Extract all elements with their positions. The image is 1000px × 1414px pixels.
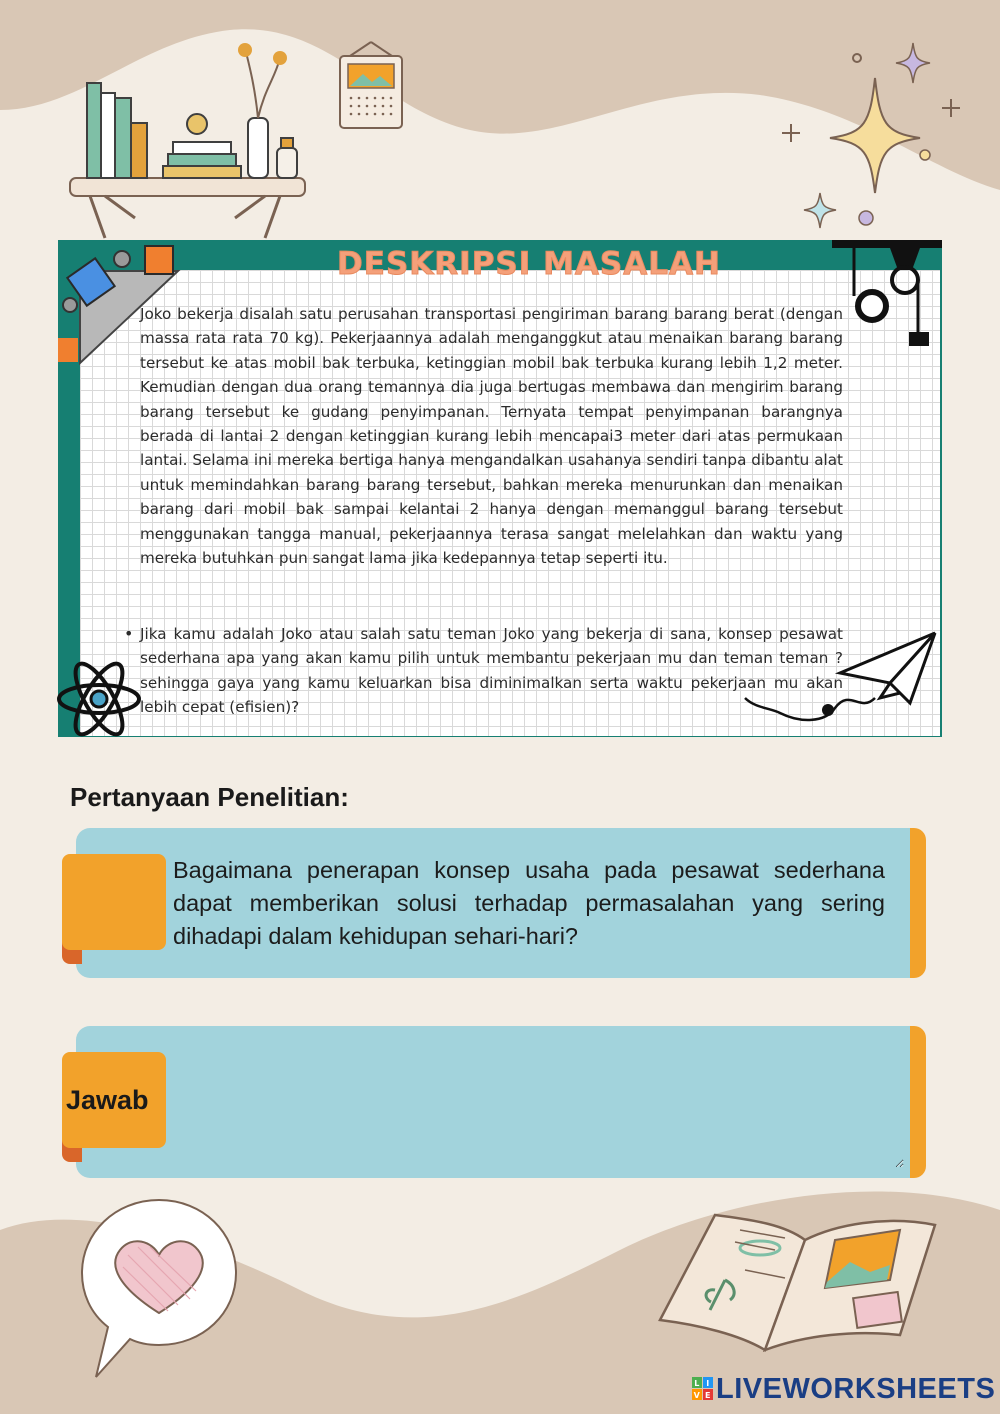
question-card-edge — [910, 828, 926, 978]
svg-text:L: L — [694, 1379, 700, 1388]
answer-card-edge — [910, 1026, 926, 1178]
svg-text:E: E — [705, 1391, 711, 1400]
heart-bubble-icon — [78, 1195, 240, 1385]
bullet-dot: • — [124, 624, 134, 643]
liveworksheets-logo — [692, 1377, 714, 1401]
research-question: Bagaimana penerapan konsep usaha pada pesawat sederhana dapat memberikan solusi terhadap permasalahan yang sering dihadapi dalam kehidupan sehari-hari? — [173, 857, 885, 949]
bookshelf-icon — [65, 38, 310, 243]
liveworksheets-brand — [692, 1373, 995, 1406]
problem-description: Joko bekerja disalah satu perusahan transportasi pengiriman barang barang berat (dengan massa rata rata 70 kg). Pekerjaannya adalah menganggkut atau menaikan barang barang tersebut ke atas mobil bak terbuka, ketinggian mobil bak terbuka kurang lebih 1,2 meter. Kemudian dengan dua orang temannya dia juga bertugas membawa dan mengirim barang barang tersebut ke gudang penyimpanan. Ternyata tempat penyimpanan barangnya berada di lantai 2 dengan ketinggian kurang lebih mencapai3 meter dari atas permukaan lantai. Selama ini mereka bertiga hanya mengandalkan usahanya sendiri tanpa dibantu alat untuk memindahkan barang barang tersebut, bahkan mereka menurunkan dan menaikan barang dari mobil bak sampai kelantai 2 hanya dengan memanggul barang tersebut menggunakan tangga manual, pekerjaannya terasa sangat melelahkan dan waktu yang mereka butuhkan pun sangat lama jika kedepannya tetap seperti itu. — [140, 305, 843, 568]
calendar-icon — [335, 38, 407, 133]
answer-label: Jawab — [66, 1085, 149, 1115]
question-tab — [62, 854, 166, 950]
sparkle-icon — [770, 38, 970, 238]
research-heading: Pertanyaan Penelitian: — [70, 782, 349, 812]
answer-input[interactable] — [180, 1040, 904, 1168]
problem-question: Jika kamu adalah Joko atau salah satu teman Joko yang bekerja di sana, konsep pesawat sederhana apa yang akan kamu pilih untuk membantu pekerjaan mu dan teman teman ? sehingga gaya yang kamu keluarkan bisa diminimalkan serta waktu pekerjaan mu akan lebih cepat (efisien)? — [140, 625, 843, 717]
panel-title: DESKRIPSI MASALAH — [337, 246, 721, 282]
brand-text: LIVEWORKSHEETS — [716, 1373, 996, 1405]
open-book-icon — [645, 1210, 945, 1360]
atom-icon — [55, 655, 143, 743]
svg-text:I: I — [706, 1379, 710, 1388]
svg-text:V: V — [693, 1391, 701, 1400]
